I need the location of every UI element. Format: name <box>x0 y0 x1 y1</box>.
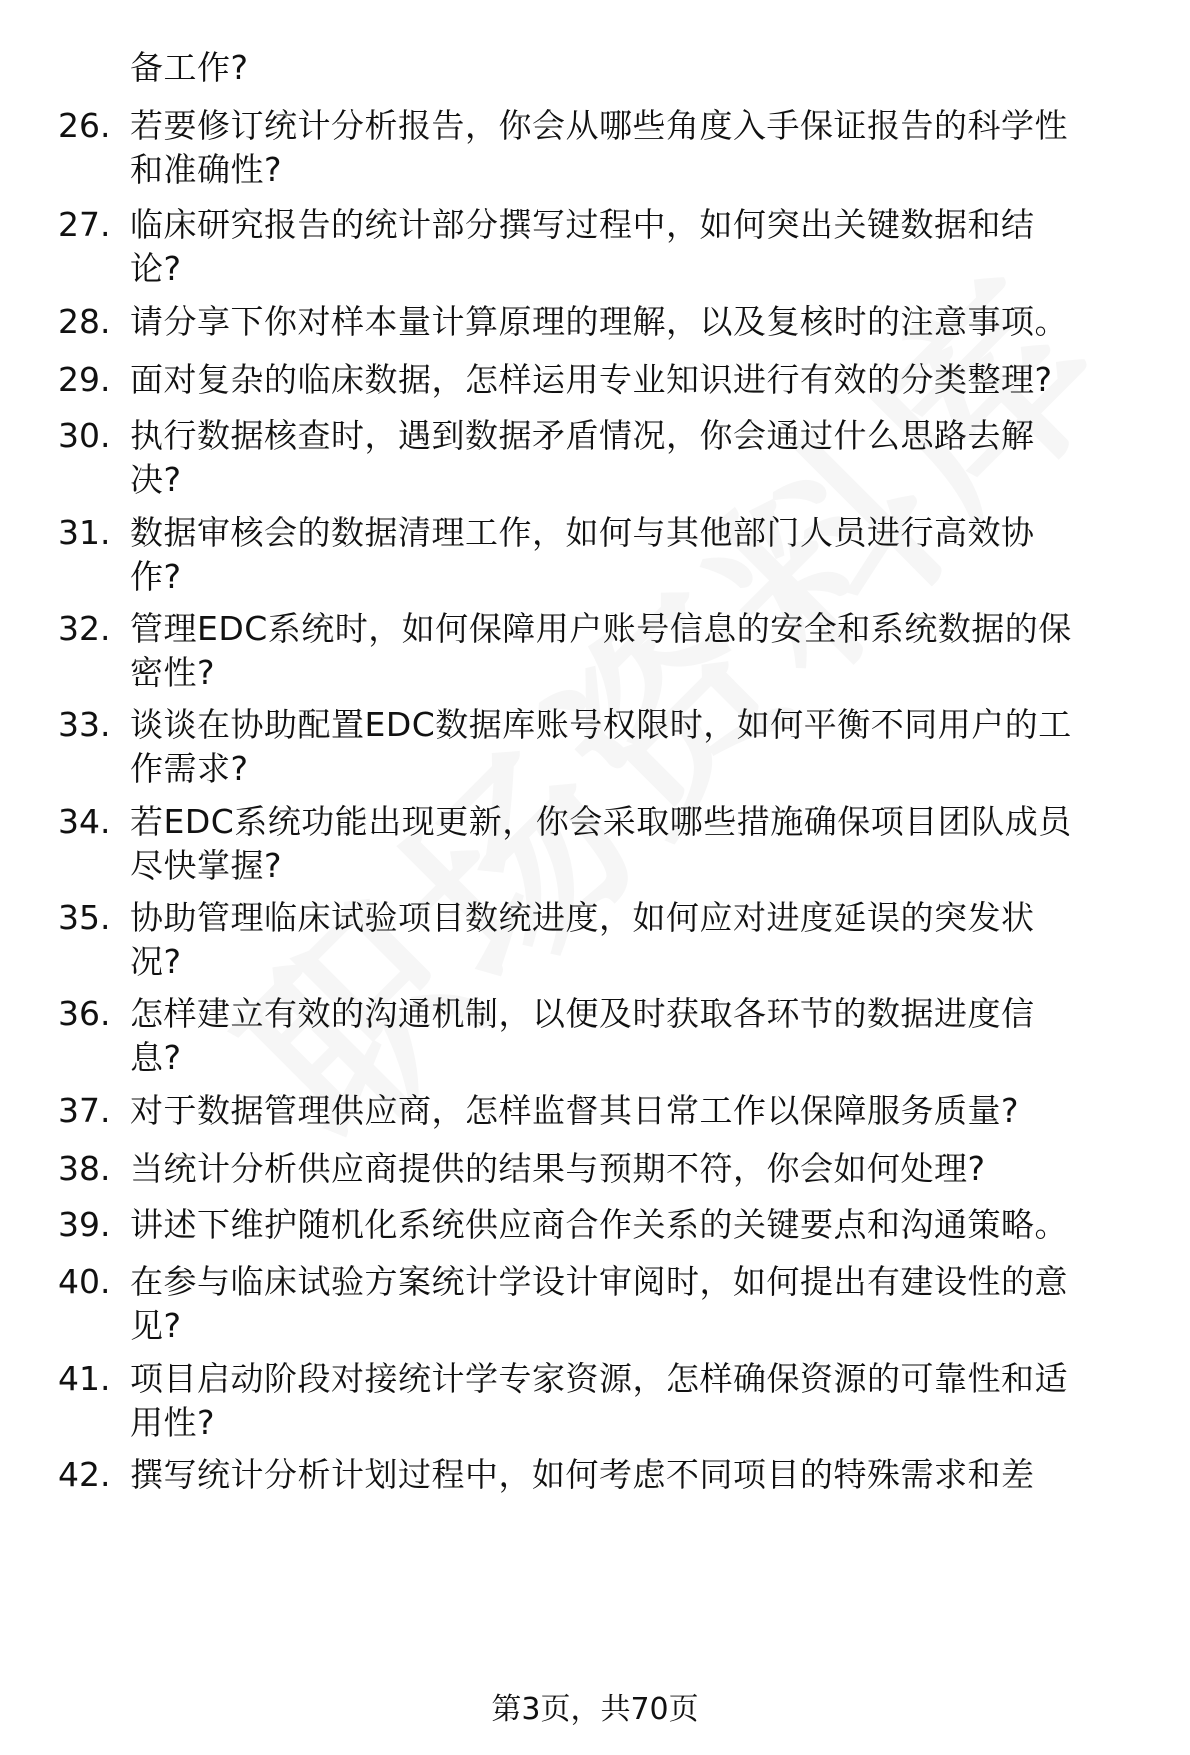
question-line: 作需求? <box>130 749 249 788</box>
question-line: 用性? <box>130 1403 216 1442</box>
question-line: 决? <box>130 460 182 499</box>
question-line: 协助管理临床试验项目数统进度，如何应对进度延误的突发状 <box>130 898 1035 937</box>
question-number: 26. <box>58 106 111 145</box>
question-number: 34. <box>58 802 111 841</box>
question-line: 在参与临床试验方案统计学设计审阅时，如何提出有建设性的意 <box>130 1262 1068 1301</box>
question-number: 29. <box>58 360 111 399</box>
question-line: 况? <box>130 942 182 981</box>
question-number: 38. <box>58 1149 111 1188</box>
question-number: 32. <box>58 609 111 648</box>
question-text <box>130 1089 1150 1133</box>
question-text <box>130 358 1150 402</box>
question-line: 临床研究报告的统计部分撰写过程中，如何突出关键数据和结 <box>130 205 1035 244</box>
question-text <box>130 607 1150 695</box>
question-number: 36. <box>58 994 111 1033</box>
question-number: 39. <box>58 1205 111 1244</box>
question-text <box>130 1260 1150 1348</box>
question-line: 怎样建立有效的沟通机制，以便及时获取各环节的数据进度信 <box>130 994 1035 1033</box>
question-number: 31. <box>58 513 111 552</box>
question-line: 若要修订统计分析报告，你会从哪些角度入手保证报告的科学性 <box>130 106 1068 145</box>
question-text <box>130 511 1150 599</box>
question-line: 讲述下维护随机化系统供应商合作关系的关键要点和沟通策略。 <box>130 1205 1068 1244</box>
question-line: 当统计分析供应商提供的结果与预期不符，你会如何处理? <box>130 1149 986 1188</box>
question-line: 作? <box>130 557 182 596</box>
question-text <box>130 414 1150 502</box>
question-text <box>130 1453 1150 1497</box>
question-line: 项目启动阶段对接统计学专家资源，怎样确保资源的可靠性和适 <box>130 1359 1068 1398</box>
question-text <box>130 896 1150 984</box>
question-text <box>130 46 1150 90</box>
question-number: 41. <box>58 1359 111 1398</box>
question-line: 尽快掌握? <box>130 846 283 885</box>
question-text <box>130 1147 1150 1191</box>
question-line: 数据审核会的数据清理工作，如何与其他部门人员进行高效协 <box>130 513 1035 552</box>
question-text <box>130 992 1150 1080</box>
question-number: 33. <box>58 705 111 744</box>
question-number: 28. <box>58 302 111 341</box>
question-line: 和准确性? <box>130 150 283 189</box>
question-line: 息? <box>130 1038 182 1077</box>
question-text <box>130 703 1150 791</box>
question-text <box>130 800 1150 888</box>
question-line: 备工作? <box>130 48 249 87</box>
question-line: 请分享下你对样本量计算原理的理解，以及复核时的注意事项。 <box>130 302 1068 341</box>
question-line: 若EDC系统功能出现更新，你会采取哪些措施确保项目团队成员 <box>130 802 1072 841</box>
question-line: 撰写统计分析计划过程中，如何考虑不同项目的特殊需求和差 <box>130 1455 1035 1494</box>
question-text <box>130 203 1150 291</box>
page-number: 第3页，共70页 <box>491 1692 699 1727</box>
question-number: 37. <box>58 1091 111 1130</box>
question-number: 30. <box>58 416 111 455</box>
question-line: 执行数据核查时，遇到数据矛盾情况，你会通过什么思路去解 <box>130 416 1035 455</box>
question-line: 管理EDC系统时，如何保障用户账号信息的安全和系统数据的保 <box>130 609 1072 648</box>
question-number: 27. <box>58 205 111 244</box>
question-line: 见? <box>130 1306 182 1345</box>
question-line: 对于数据管理供应商，怎样监督其日常工作以保障服务质量? <box>130 1091 1020 1130</box>
question-line: 密性? <box>130 653 216 692</box>
question-number: 35. <box>58 898 111 937</box>
question-text <box>130 300 1150 344</box>
question-text <box>130 1357 1150 1445</box>
question-line: 论? <box>130 249 182 288</box>
question-number: 40. <box>58 1262 111 1301</box>
question-text <box>130 104 1150 192</box>
question-text <box>130 1203 1150 1247</box>
question-number: 42. <box>58 1455 111 1494</box>
question-line: 面对复杂的临床数据，怎样运用专业知识进行有效的分类整理? <box>130 360 1053 399</box>
question-line: 谈谈在协助配置EDC数据库账号权限时，如何平衡不同用户的工 <box>130 705 1072 744</box>
